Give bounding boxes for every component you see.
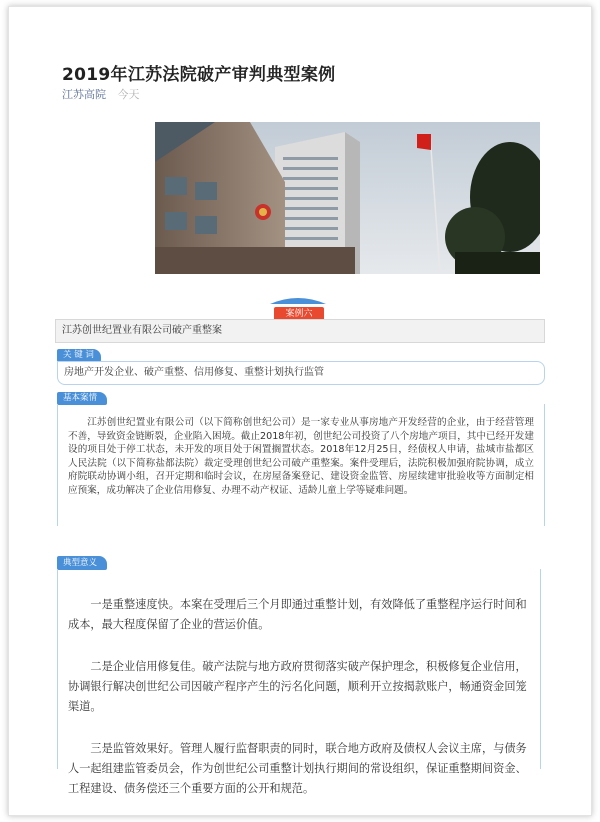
divider-ornament — [270, 296, 326, 304]
significance-paragraph: 二是企业信用修复佳。破产法院与地方政府贯彻落实破产保护理念，积极修复企业信用，协调银行解决创世纪公司因破产程序产生的污名化问题，顺利开立按揭款账户，畅通资金回笼渠道。 — [68, 660, 527, 713]
significance-paragraph: 一是重整速度快。本案在受理后三个月即通过重整计划，有效降低了重整程序运行时间和成本，最大程度保留了企业的营运价值。 — [68, 598, 527, 631]
significance-box — [57, 569, 541, 795]
significance-label: 典型意义 — [57, 556, 107, 570]
article-meta — [62, 86, 140, 102]
basic-facts-text: 江苏创世纪置业有限公司（以下简称创世纪公司）是一家专业从事房地产开发经营的企业，由于经营管理不善，导致资金链断裂，企业陷入困境。截止2018年初，创世纪公司投资了八个房地产项目，其中已经开发建设的项目处于停工状态，未开发的项目处于闲置搁置状态。2018年12月25日，经债权人申请，盐城市盐都区人民法院（以下简称盐都法院）裁定受理创世纪公司破产重整案。案件受理后，法院积极加强府院协调，成立府院联动协调小组，召开定期和临时会议，在房屋备案登记、建设资金监管、房屋续建审批验收等方面制定相应预案，成功解决了企业信用修复、办理不动产权证、适龄儿童上学等疑难问题。 — [68, 417, 534, 496]
case-name: 江苏创世纪置业有限公司破产重整案 — [55, 319, 545, 343]
court-building-photo — [155, 122, 540, 274]
basic-facts-box — [57, 404, 545, 526]
keywords-label: 关 键 词 — [57, 349, 101, 362]
significance-paragraph: 三是监管效果好。管理人履行监督职责的同时，联合地方政府及债权人会议主席，与债务人一起组建监管委员会，作为创世纪公司重整计划执行期间的常设组织，保证重整期间资金、工程建设、债务偿还三个重要方面的公开和规范。 — [68, 742, 527, 795]
article-title: 2019年江苏法院破产审判典型案例 — [62, 65, 336, 85]
publish-date: 今天 — [117, 88, 140, 101]
case-number-tab: 案例六 — [274, 307, 324, 322]
keywords-box: 房地产开发企业、破产重整、信用修复、重整计划执行监管 — [57, 361, 545, 385]
author-link[interactable]: 江苏高院 — [62, 88, 106, 101]
basic-facts-label: 基本案情 — [57, 392, 107, 405]
